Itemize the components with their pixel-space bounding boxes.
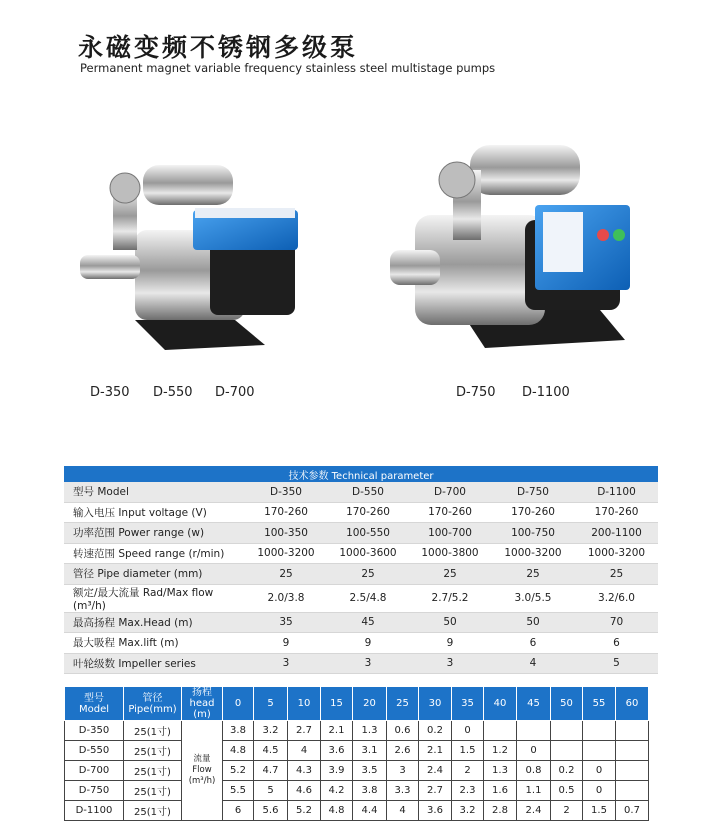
- model-cell: D-350: [65, 721, 124, 741]
- param-value: 3: [245, 653, 327, 674]
- flow-value: 2: [551, 801, 583, 821]
- flow-value: 3: [387, 761, 419, 781]
- param-label: 最高扬程 Max.Head (m): [64, 612, 245, 633]
- flow-row: [65, 761, 649, 781]
- param-value: 100-350: [245, 523, 327, 544]
- pipe-cell: 25(1寸): [124, 761, 182, 781]
- flow-row: [65, 741, 649, 761]
- pipe-header: 管径 Pipe(mm): [124, 687, 182, 721]
- pipe-cell: 25(1寸): [124, 781, 182, 801]
- flow-value: [616, 741, 649, 761]
- flow-value: [616, 761, 649, 781]
- flow-value: 3.2: [254, 721, 288, 741]
- flow-value: 1.2: [484, 741, 517, 761]
- tech-row: [64, 584, 658, 612]
- pipe-cell: 25(1寸): [124, 801, 182, 821]
- flow-value: 0: [517, 741, 551, 761]
- param-value: 25: [245, 564, 327, 585]
- param-value: 1000-3200: [491, 543, 575, 564]
- param-value: 25: [327, 564, 409, 585]
- param-value: 45: [327, 612, 409, 633]
- param-value: 2.0/3.8: [245, 584, 327, 612]
- head-value-header: 50: [551, 687, 583, 721]
- pump-large-icon: [385, 140, 645, 375]
- flow-value: [616, 781, 649, 801]
- page-title: 永磁变频不锈钢多级泵: [78, 33, 359, 62]
- param-value: 170-260: [491, 502, 575, 523]
- flow-value: 3.6: [321, 741, 353, 761]
- tech-row: [64, 502, 658, 523]
- param-value: 9: [327, 633, 409, 654]
- head-value-header: 5: [254, 687, 288, 721]
- flow-value: 4.2: [321, 781, 353, 801]
- param-value: 70: [575, 612, 658, 633]
- tech-row: [64, 633, 658, 654]
- flow-value: 0: [583, 781, 616, 801]
- flow-value: 4.6: [288, 781, 321, 801]
- flow-value: 1.1: [517, 781, 551, 801]
- head-value-header: 0: [223, 687, 254, 721]
- param-value: 200-1100: [575, 523, 658, 544]
- flow-value: 2.6: [387, 741, 419, 761]
- param-value: 170-260: [245, 502, 327, 523]
- flow-value: 1.6: [484, 781, 517, 801]
- param-label: 叶轮级数 Impeller series: [64, 653, 245, 674]
- param-value: 1000-3200: [245, 543, 327, 564]
- param-value: 25: [575, 564, 658, 585]
- flow-label: 流量 Flow (m³/h): [182, 721, 223, 821]
- model-cell: D-750: [65, 781, 124, 801]
- head-value-header: 40: [484, 687, 517, 721]
- flow-value: 2.7: [419, 781, 452, 801]
- flow-value: 0.2: [551, 761, 583, 781]
- flow-value: [616, 721, 649, 741]
- param-label: 转速范围 Speed range (r/min): [64, 543, 245, 564]
- tech-row: [64, 653, 658, 674]
- param-value: 25: [409, 564, 491, 585]
- param-value: 1000-3800: [409, 543, 491, 564]
- param-label: 最大吸程 Max.lift (m): [64, 633, 245, 654]
- flow-value: 3.9: [321, 761, 353, 781]
- model-label: D-1100: [522, 385, 570, 400]
- pipe-cell: 25(1寸): [124, 741, 182, 761]
- param-value: 170-260: [575, 502, 658, 523]
- param-value: 9: [245, 633, 327, 654]
- flow-value: 4.8: [223, 741, 254, 761]
- param-value: 6: [491, 633, 575, 654]
- param-value: 35: [245, 612, 327, 633]
- model-label: D-550: [153, 385, 193, 400]
- param-value: 170-260: [327, 502, 409, 523]
- head-header: 扬程 head (m): [182, 687, 223, 721]
- flow-value: 5.2: [223, 761, 254, 781]
- param-value: 6: [575, 633, 658, 654]
- param-value: 3: [327, 653, 409, 674]
- param-value: 9: [409, 633, 491, 654]
- flow-value: 5.5: [223, 781, 254, 801]
- flow-value: 2.3: [452, 781, 484, 801]
- flow-value: 2.8: [484, 801, 517, 821]
- flow-row: [65, 801, 649, 821]
- flow-row: [65, 781, 649, 801]
- flow-value: 5: [254, 781, 288, 801]
- head-value-header: 60: [616, 687, 649, 721]
- flow-value: 0: [583, 761, 616, 781]
- flow-value: 5.6: [254, 801, 288, 821]
- flow-value: 0.8: [517, 761, 551, 781]
- flow-value: 3.2: [452, 801, 484, 821]
- param-label: 输入电压 Input voltage (V): [64, 502, 245, 523]
- flow-value: 1.3: [353, 721, 387, 741]
- tech-row: [64, 564, 658, 585]
- param-value: 1000-3200: [575, 543, 658, 564]
- flow-row: [65, 721, 649, 741]
- head-value-header: 45: [517, 687, 551, 721]
- model-label: D-350: [90, 385, 130, 400]
- head-value-header: 10: [288, 687, 321, 721]
- param-value: 50: [409, 612, 491, 633]
- flow-value: 4.5: [254, 741, 288, 761]
- param-label: 额定/最大流量 Rad/Max flow (m³/h): [64, 584, 245, 612]
- flow-value: [583, 721, 616, 741]
- flow-value: 5.2: [288, 801, 321, 821]
- flow-value: 0.2: [419, 721, 452, 741]
- flow-value: 4: [288, 741, 321, 761]
- pipe-cell: 25(1寸): [124, 721, 182, 741]
- flow-value: 0: [452, 721, 484, 741]
- param-value: D-1100: [575, 482, 658, 502]
- param-value: D-350: [245, 482, 327, 502]
- tech-row: [64, 482, 658, 502]
- flow-value: 2: [452, 761, 484, 781]
- flow-value: [484, 721, 517, 741]
- tech-row: [64, 543, 658, 564]
- head-value-header: 15: [321, 687, 353, 721]
- param-value: 2.7/5.2: [409, 584, 491, 612]
- head-value-header: 55: [583, 687, 616, 721]
- flow-value: 3.8: [353, 781, 387, 801]
- flow-value: 3.5: [353, 761, 387, 781]
- param-value: 5: [575, 653, 658, 674]
- model-cell: D-700: [65, 761, 124, 781]
- flow-value: 0.7: [616, 801, 649, 821]
- model-header: 型号 Model: [65, 687, 124, 721]
- param-label: 管径 Pipe diameter (mm): [64, 564, 245, 585]
- flow-value: [551, 721, 583, 741]
- flow-value: 3.8: [223, 721, 254, 741]
- param-value: 2.5/4.8: [327, 584, 409, 612]
- param-value: 100-550: [327, 523, 409, 544]
- param-value: 170-260: [409, 502, 491, 523]
- param-value: D-700: [409, 482, 491, 502]
- technical-parameter-title: 技术参数 Technical parameter: [64, 466, 658, 482]
- flow-value: [551, 741, 583, 761]
- tech-row: [64, 523, 658, 544]
- head-value-header: 20: [353, 687, 387, 721]
- param-value: 100-750: [491, 523, 575, 544]
- param-value: 3.2/6.0: [575, 584, 658, 612]
- flow-value: 0.5: [551, 781, 583, 801]
- param-label: 功率范围 Power range (w): [64, 523, 245, 544]
- technical-parameter-table: [64, 466, 658, 674]
- flow-value: 2.7: [288, 721, 321, 741]
- tech-row: [64, 612, 658, 633]
- pump-small-icon: [75, 160, 305, 375]
- param-value: D-550: [327, 482, 409, 502]
- param-value: 50: [491, 612, 575, 633]
- model-cell: D-550: [65, 741, 124, 761]
- flow-value: [583, 741, 616, 761]
- model-cell: D-1100: [65, 801, 124, 821]
- flow-value: 1.5: [583, 801, 616, 821]
- param-value: 100-700: [409, 523, 491, 544]
- param-value: D-750: [491, 482, 575, 502]
- flow-value: 2.1: [419, 741, 452, 761]
- flow-value: 4: [387, 801, 419, 821]
- page-subtitle: Permanent magnet variable frequency stainless steel multistage pumps: [80, 61, 496, 75]
- param-value: 3: [409, 653, 491, 674]
- model-label: D-750: [456, 385, 496, 400]
- param-value: 25: [491, 564, 575, 585]
- flow-value: 0.6: [387, 721, 419, 741]
- param-value: 3.0/5.5: [491, 584, 575, 612]
- model-label: D-700: [215, 385, 255, 400]
- head-value-header: 35: [452, 687, 484, 721]
- flow-head-table: [64, 686, 649, 821]
- flow-value: [517, 721, 551, 741]
- flow-value: 2.1: [321, 721, 353, 741]
- flow-value: 1.5: [452, 741, 484, 761]
- flow-value: 2.4: [517, 801, 551, 821]
- flow-value: 3.3: [387, 781, 419, 801]
- flow-value: 1.3: [484, 761, 517, 781]
- flow-value: 4.3: [288, 761, 321, 781]
- flow-value: 3.1: [353, 741, 387, 761]
- head-value-header: 25: [387, 687, 419, 721]
- flow-value: 2.4: [419, 761, 452, 781]
- flow-value: 4.4: [353, 801, 387, 821]
- head-value-header: 30: [419, 687, 452, 721]
- param-value: 4: [491, 653, 575, 674]
- flow-value: 4.8: [321, 801, 353, 821]
- param-value: 1000-3600: [327, 543, 409, 564]
- flow-value: 4.7: [254, 761, 288, 781]
- flow-value: 6: [223, 801, 254, 821]
- param-label: 型号 Model: [64, 482, 245, 502]
- flow-value: 3.6: [419, 801, 452, 821]
